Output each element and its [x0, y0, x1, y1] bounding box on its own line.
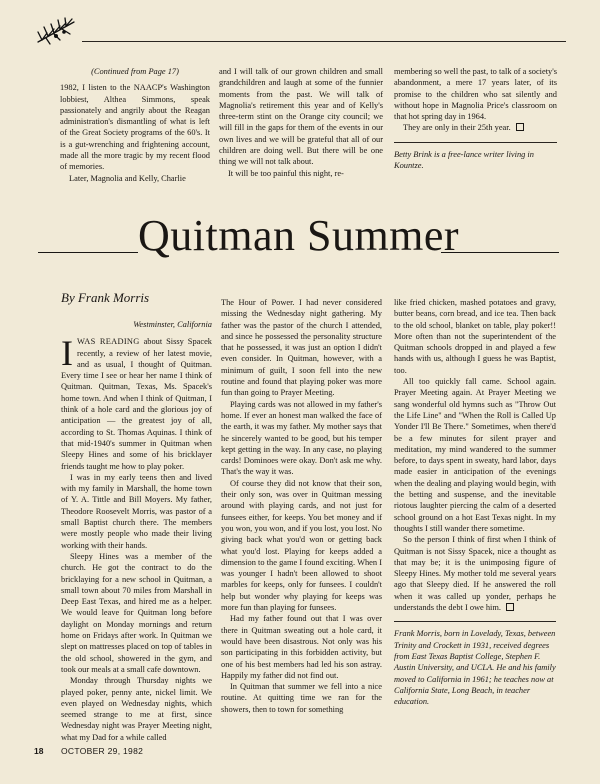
- paragraph: Of course they did not know that their son, their only son, was over in Quitman messing around with playing cards, and not just for funsees either, for keeps. You bet money and if you won, you won, and if you lost, you lost. No giving back what you'd won or getting back what you'd lost. Playing for keeps added a dimension to the game I found exciting. When I was younger I hadn't been allowed to shoot marbles for keeps, only for funsees. I couldn't help but wonder why playing for keeps was more fun than playing for funsees.: [221, 478, 382, 613]
- paragraph: and I will talk of our grown children and small grandchildren and laugh at some of the funnier moments from the past. We will talk of Magnolia's retirement this year and of Kelly's three-term stint on the Orange city council; we will fill in the gaps for them of the events in our own lives and we will be grateful that all of our children are doing well. But there will be one thing we will not talk about.: [219, 67, 383, 167]
- paragraph: [394, 122, 557, 133]
- end-mark-icon: [516, 123, 524, 131]
- paragraph: The Hour of Power. I had never considered missing the Wednesday night gathering. My father was the pastor of the church I attended, and since he possessed the personality structure that he possessed, it was just an option I didn't even consider. In Quitman, however, with a minimum of guilt, I soon fell into the new routine and found that playing poker was more fun than going to Prayer Meeting.: [221, 298, 382, 398]
- end-mark-icon: [506, 603, 514, 611]
- page-number: 18: [34, 746, 44, 756]
- issue-date: OCTOBER 29, 1982: [61, 746, 144, 756]
- lead-text: about Sissy Spacek recently, a review of her latest movie, and as usual, I thought of Quitman. Every time I see or hear her name I think of Quitman. Quitman, Texas, Ms. Spacek's home town. And when I think of Quitman, I think of a hole card and the glorious joy of anticipation — the greatest joy of all, according to St. Thomas Aquinas. I think of that mid-1940's summer in Quitman when Sleepy Hines and some of his bricklayer friends taught me how to play poker.: [61, 337, 212, 471]
- paragraph: In Quitman that summer we fell into a nice routine. At quitting time we ran for the showers, then to town for something: [221, 682, 382, 714]
- paragraph: All too quickly fall came. School again. Prayer Meeting again. At Prayer Meeting we sang wonderful old hymns such as "Throw Out the Life Line" and "When the Roll is Called Up Yonder I'll Be There." Sometimes, when there'd be a few minutes for silent prayer and meditation, my mind wandered to the summer before, to days spent in sweaty, hard labor, days made easier in anticipation of the evenings when the dealing and playing would begin, with the betting and suspense, and the inevitable riotous laughter piercing the calm of a deserted school ground on a hot East Texas night. In my thoughts I still wander there sometime.: [394, 377, 556, 533]
- closing-line: They are only in their 25th year.: [403, 123, 511, 133]
- paragraph: 1982, I listen to the NAACP's Washington lobbiest, Althea Simmons, speak passionately and angrily about the Reagan administration's dismantling of what is left of the Great Society programs of the 60's. It is a gut-wrenching and frightening account, made all the more tragic by my recent flood of memories.: [60, 83, 210, 172]
- author-bio: Betty Brink is a free-lance writer living in Kountze.: [394, 149, 534, 171]
- article-title: Quitman Summer: [138, 211, 460, 260]
- dateline: Westminster, California: [133, 320, 212, 329]
- article-column-1: [61, 297, 212, 743]
- bio-rule: [394, 142, 557, 143]
- paragraph: [394, 534, 556, 613]
- lead-paragraph: [61, 333, 212, 472]
- paragraph: Playing cards was not allowed in my father's home. If ever an honest man walked the face of the earth, it was my father. My mother says that he sincerely wanted to be good, but his temper kept getting in the way. In any case, no playing cards! Dominoes were okay. Don't ask me why. That's the way it was.: [221, 399, 382, 477]
- closing-paragraph-text: So the person I think of first when I think of Quitman is not Sissy Spacek, nice a thought as that may be; it is the unimposing figure of Sleepy Hines. My mother told me several years ago that Sleepy died. If he answered the roll when it was called up yonder, perhaps he understands the debt I owe him.: [394, 535, 556, 613]
- continued-note: (Continued from Page 17): [91, 67, 179, 76]
- author-bio: Frank Morris, born in Lovelady, Texas, between Trinity and Crockett in 1931, received degrees from East Texas Baptist College, Stephen F. Austin University, and UCLA. He and his family moved to California in 1961; he teaches now at California State, Long Beach, in teacher education.: [394, 629, 556, 707]
- lead-caps: WAS READING: [77, 337, 140, 347]
- title-rule-right: [441, 252, 559, 253]
- paragraph: Sleepy Hines was a member of the church. He got the contract to do the bricklaying for a new school in Quitman, a small town about 70 miles from Marshall in Deep East Texas, and hired me as a helper. We would leave for Quitman long before daylight on Monday mornings and return home on Fridays after work. In Quitman we slept on mattresses placed on top of tables in the old school, showered in the gym, and took our meals at a small cafe downtown.: [61, 551, 212, 674]
- paragraph: Had my father found out that I was over there in Quitman sweating out a hole card, it would have been disastrous. Not only was his son participating in this forbidden activity, but one of his best members had led his son astray. Happily my father did not find out.: [221, 614, 382, 680]
- drop-cap: I: [61, 333, 73, 374]
- paragraph: Later, Magnolia and Kelly, Charlie: [69, 173, 186, 183]
- paragraph: membering so well the past, to talk of a society's abandonment, a mere 17 years later, of its promise to the children who sat silently and without hope in Magnolia Price's classroom on that hot spring day in 1964.: [394, 67, 557, 122]
- pine-bough-icon: [34, 16, 80, 46]
- paragraph: Monday through Thursday nights we played poker, penny ante, nickel limit. We even played on Wednesday nights, which seemed strange to me at first, since Wednesday night was Prayer Meeting night, what my Dad for a while called: [61, 676, 212, 742]
- paragraph: It will be too painful this night, re-: [228, 168, 344, 178]
- byline: By Frank Morris: [61, 290, 150, 305]
- title-rule-left: [38, 252, 138, 253]
- top-rule: [82, 41, 566, 42]
- continuation-column-1: [60, 66, 210, 184]
- bio-rule: [394, 621, 556, 622]
- paragraph: like fried chicken, mashed potatoes and gravy, butter beans, corn bread, and ice tea. Then back to the old school, blanket on table, play poker!! More often than not the superintendent of the Quitman schools dropped in and played a few hands with us, although I guess he was Baptist, too.: [394, 298, 556, 375]
- continuation-column-2: [219, 66, 383, 179]
- article-column-2: [221, 297, 382, 715]
- continuation-column-3: [394, 66, 557, 171]
- article-column-3: [394, 297, 556, 707]
- paragraph: I was in my early teens then and lived with my family in Marshall, the home town of Y. A. Tittle and Bill Moyers. My father, Theodore Roosevelt Morris, was pastor of a small Baptist church there. The members were mostly people who made their living working with their hands.: [61, 472, 212, 550]
